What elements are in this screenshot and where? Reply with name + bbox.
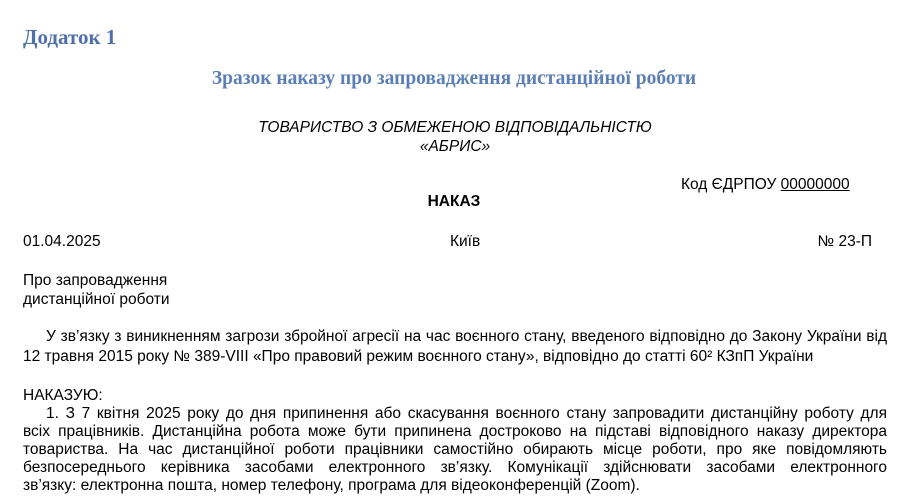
- company-name-line-1: ТОВАРИСТВО З ОБМЕЖЕНОЮ ВІДПОВІДАЛЬНІСТЮ: [258, 119, 652, 136]
- order-heading: НАКАЗ: [427, 193, 481, 210]
- appendix-heading: Додаток 1: [23, 25, 117, 49]
- order-item-line: товариства. На час дистанційної роботи працівники самостійно обирають місце роботи, про яке повідомляють: [23, 441, 887, 459]
- order-subject-line-1: Про запровадження: [23, 272, 168, 289]
- edrpou-label: Код ЄДРПОУ: [681, 176, 777, 193]
- order-date: 01.04.2025: [23, 233, 101, 250]
- edrpou-code: [681, 176, 850, 194]
- preamble-paragraph: У зв’язку з виникненням загрози збройної агресії на час воєнного стану, введеного відповідно до Закону України від 12 травня 2015 року № 389-VIII «Про правовий режим воєнного стану», відповідно до статті 60² КЗпП України: [23, 328, 887, 365]
- order-item-1: [23, 405, 887, 495]
- order-item-line: зв’язку: електронна пошта, номер телефону, програма для відеоконференцій (Zoom).: [23, 477, 640, 495]
- document-title: Зразок наказу про запровадження дистанційної роботи: [211, 68, 697, 89]
- order-subject: [23, 271, 170, 309]
- orders-label: НАКАЗУЮ:: [23, 387, 103, 404]
- order-city: Київ: [450, 233, 481, 250]
- order-item-line: всіх працівників. Дистанційна робота може бути припинена достроково на підставі відповідного наказу директора: [23, 423, 887, 441]
- order-number: № 23-П: [817, 233, 872, 250]
- order-item-line: безпосереднього керівника засобами електронного зв’язку. Комунікації здійснювати засобами електронного: [23, 459, 887, 477]
- edrpou-value: 00000000: [780, 176, 850, 193]
- company-name: [0, 118, 900, 156]
- company-name-line-2: «АБРИС»: [419, 138, 491, 155]
- order-item-line: 1. З 7 квітня 2025 року до дня припинення або скасування воєнного стану запровадити дистанційну роботу для: [46, 405, 887, 422]
- order-subject-line-2: дистанційної роботи: [23, 291, 170, 308]
